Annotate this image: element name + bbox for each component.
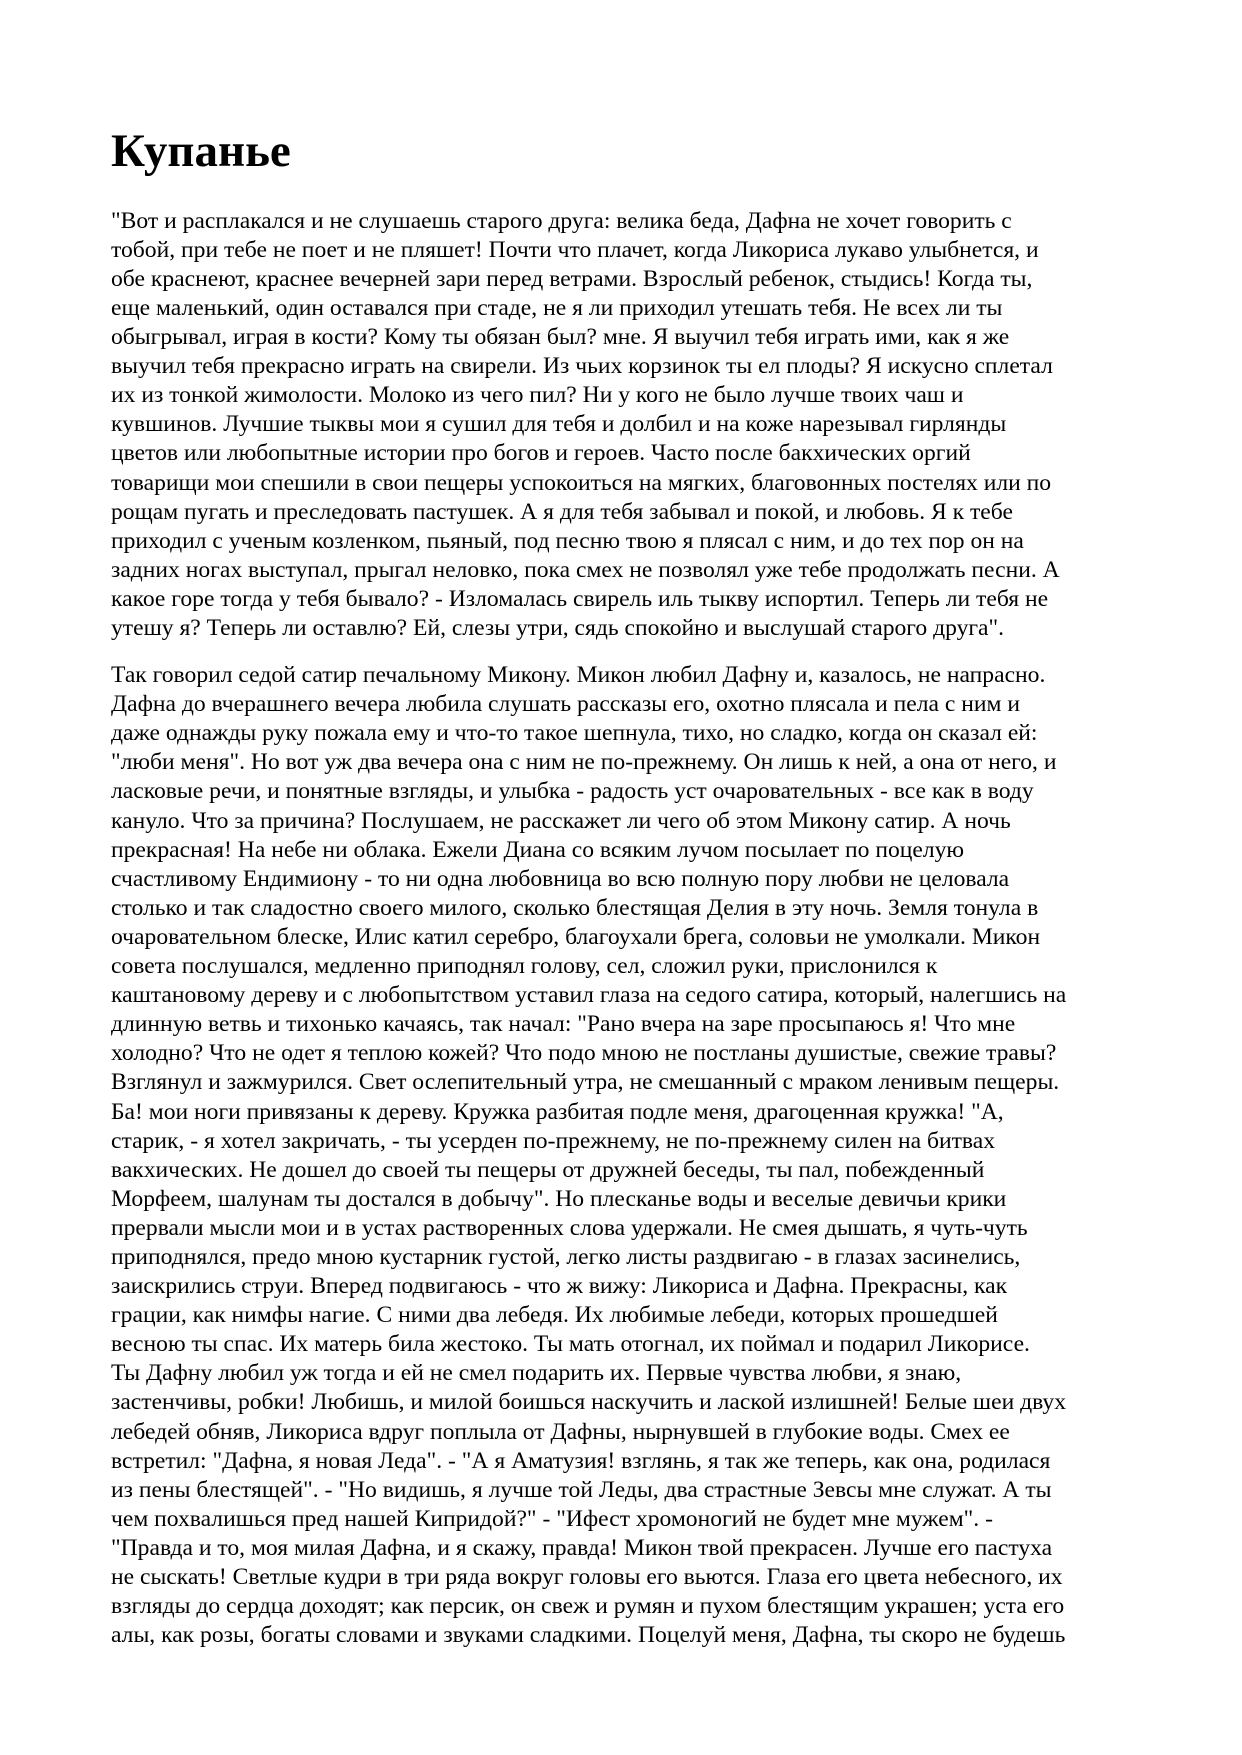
text-line: Так говорил седой сатир печальному Микону. Микон любил Дафну и, казалось, не напрасно. bbox=[111, 662, 1046, 689]
text-line: совета послушался, медленно приподнял голову, сел, сложил руки, прислонился к bbox=[111, 953, 938, 980]
text-line: обыгрывал, играя в кости? Кому ты обязан был? мне. Я выучил тебя играть ими, как я же bbox=[111, 324, 1010, 351]
text-line: взгляды до сердца доходят; как персик, он свеж и румян и пухом блестящим украшен; уста его bbox=[111, 1593, 1065, 1620]
text-line: утешу я? Теперь ли оставлю? Ей, слезы утри, сядь спокойно и выслушай старого друга". bbox=[111, 615, 1005, 641]
text-line: их из тонкой жимолости. Молоко из чего пил? Ни у кого не было лучше твоих чаш и bbox=[111, 382, 964, 409]
text-line: кувшинов. Лучшие тыквы мои я сушил для тебя и долбил и на коже нарезывал гирлянды bbox=[111, 411, 1007, 438]
text-line: не сыскать! Светлые кудри в три ряда вокруг головы его вьются. Глаза его цвета небесного, их bbox=[111, 1564, 1063, 1590]
text-line: ласковые речи, и понятные взгляды, и улыбка - радость уст очаровательных - все как в воду bbox=[111, 778, 1034, 805]
text-line: товарищи мои спешили в свои пещеры успокоиться на мягких, благовонных постелях или по bbox=[111, 469, 1052, 496]
text-line: грации, как нимфы нагие. С ними два лебедя. Их любимые лебеди, которых прошедшей bbox=[111, 1302, 998, 1329]
text-line: прекрасная! На небе ни облака. Ежели Диана со всяким лучом посылает по поцелую bbox=[111, 836, 965, 863]
paragraph bbox=[111, 661, 1131, 1650]
text-line: какое горе тогда у тебя бывало? - Изломалась свирель иль тыкву испортил. Теперь ли тебя не bbox=[111, 585, 1049, 612]
text-line: алы, как розы, богаты словами и звуками сладкими. Поцелуй меня, Дафна, ты скоро не будешь bbox=[111, 1622, 1066, 1649]
text-line: старик, - я хотел закричать, - ты усерден по-прежнему, не по-прежнему силен на битвах bbox=[111, 1127, 996, 1154]
text-line: приходил с ученым козленком, пьяный, под песню твою я плясал с ним, и до тех пор он на bbox=[111, 527, 1024, 554]
text-line: Ты Дафну любил уж тогда и ей не смел подарить их. Первые чувства любви, я знаю, bbox=[111, 1360, 962, 1387]
text-line: даже однажды руку пожала ему и что-то такое шепнула, тихо, но сладко, когда он сказал ей: bbox=[111, 720, 1038, 747]
text-line: холодно? Что не одет я теплою кожей? Что подо мною не постланы душистые, свежие травы? bbox=[111, 1040, 1057, 1067]
text-line: Морфеем, шалунам ты достался в добычу". Но плесканье воды и веселые девичьи крики bbox=[111, 1185, 1007, 1212]
text-line: "Вот и расплакался и не слушаешь старого друга: велика беда, Дафна не хочет говорить с bbox=[111, 207, 1012, 234]
text-line: вакхических. Не дошел до своей ты пещеры от дружней беседы, ты пал, побежденный bbox=[111, 1156, 985, 1183]
text-line: рощам пугать и преследовать пастушек. А я для тебя забывал и покой, и любовь. Я к тебе bbox=[111, 498, 1013, 525]
paragraph bbox=[111, 207, 1131, 643]
text-line: Дафна до вчерашнего вечера любила слушать рассказы его, охотно плясала и пела с ним и bbox=[111, 691, 1020, 718]
text-line: встретил: "Дафна, я новая Леда". - "А я Аматузия! взглянь, я так же теперь, как она, родилася bbox=[111, 1447, 1051, 1474]
text-line: еще маленький, один оставался при стаде, не я ли приходил утешать тебя. Не всех ли ты bbox=[111, 294, 1003, 321]
document-page bbox=[111, 126, 1131, 1668]
text-line: столько и так сладостно своего милого, сколько блестящая Делия в эту ночь. Земля тонула в bbox=[111, 894, 1039, 921]
text-line: задних ногах выступал, прыгал неловко, пока смех не позволял уже тебе продолжать песни. А bbox=[111, 556, 1060, 583]
text-line: обе краснеют, краснее вечерней зари перед ветрами. Взрослый ребенок, стыдись! Когда ты, bbox=[111, 265, 1033, 292]
text-line: весною ты спас. Их матерь била жестоко. Ты мать отогнал, их поймал и подарил Ликорисе. bbox=[111, 1331, 1030, 1358]
text-line: лебедей обняв, Ликориса вдруг поплыла от Дафны, нырнувшей в глубокие воды. Смех ее bbox=[111, 1418, 1010, 1445]
text-line: приподнялся, предо мною кустарник густой, легко листы раздвигаю - в глазах засинелись, bbox=[111, 1243, 1021, 1270]
text-line: счастливому Ендимиону - то ни одна любовница во всю полную пору любви не целовала bbox=[111, 865, 1010, 892]
body-text bbox=[111, 207, 1131, 1651]
text-line: "Правда и то, моя милая Дафна, и я скажу, правда! Микон твой прекрасен. Лучше его пастуха bbox=[111, 1534, 1053, 1561]
page-title: Купанье bbox=[111, 125, 291, 177]
text-line: тобой, при тебе не поет и не пляшет! Почти что плачет, когда Ликориса лукаво улыбнется, и bbox=[111, 236, 1039, 263]
text-line: из пены блестящей". - "Но видишь, я лучше той Леды, два страстные Зевсы мне служат. А ты bbox=[111, 1476, 1052, 1503]
text-line: очаровательном блеске, Илис катил серебро, благоухали брега, соловьи не умолкали. Микон bbox=[111, 923, 1041, 950]
text-line: застенчивы, робки! Любишь, и милой боишься наскучить и лаской излишней! Белые шеи двух bbox=[111, 1389, 1067, 1416]
text-line: "люби меня". Но вот уж два вечера она с ним не по-прежнему. Он лишь к ней, а она от него, и bbox=[111, 749, 1057, 776]
text-line: Ба! мои ноги привязаны к дереву. Кружка разбитая подле меня, драгоценная кружка! "А, bbox=[111, 1098, 1004, 1125]
text-line: чем похвалишься пред нашей Кипридой?" - "Ифест хромоногий не будет мне мужем". - bbox=[111, 1505, 993, 1532]
text-line: каштановому дереву и с любопытством уставил глаза на седого сатира, который, налегшись на bbox=[111, 982, 1067, 1009]
text-line: выучил тебя прекрасно играть на свирели. Из чьих корзинок ты ел плоды? Я искусно сплетал bbox=[111, 353, 1053, 380]
text-line: длинную ветвь и тихонько качаясь, так начал: "Рано вчера на заре просыпаюсь я! Что мне bbox=[111, 1011, 1016, 1038]
text-line: заискрились струи. Вперед подвигаюсь - что ж вижу: Ликориса и Дафна. Прекрасны, как bbox=[111, 1273, 1008, 1300]
text-line: прервали мысли мои и в устах растворенных слова удержали. Не смея дышать, я чуть-чуть bbox=[111, 1214, 1028, 1241]
text-line: цветов или любопытные истории про богов и героев. Часто после бакхических оргий bbox=[111, 440, 971, 467]
text-line: кануло. Что за причина? Послушаем, не расскажет ли чего об этом Микону сатир. А ночь bbox=[111, 807, 1011, 834]
text-line: Взглянул и зажмурился. Свет ослепительный утра, не смешанный с мраком ленивым пещеры. bbox=[111, 1069, 1060, 1096]
